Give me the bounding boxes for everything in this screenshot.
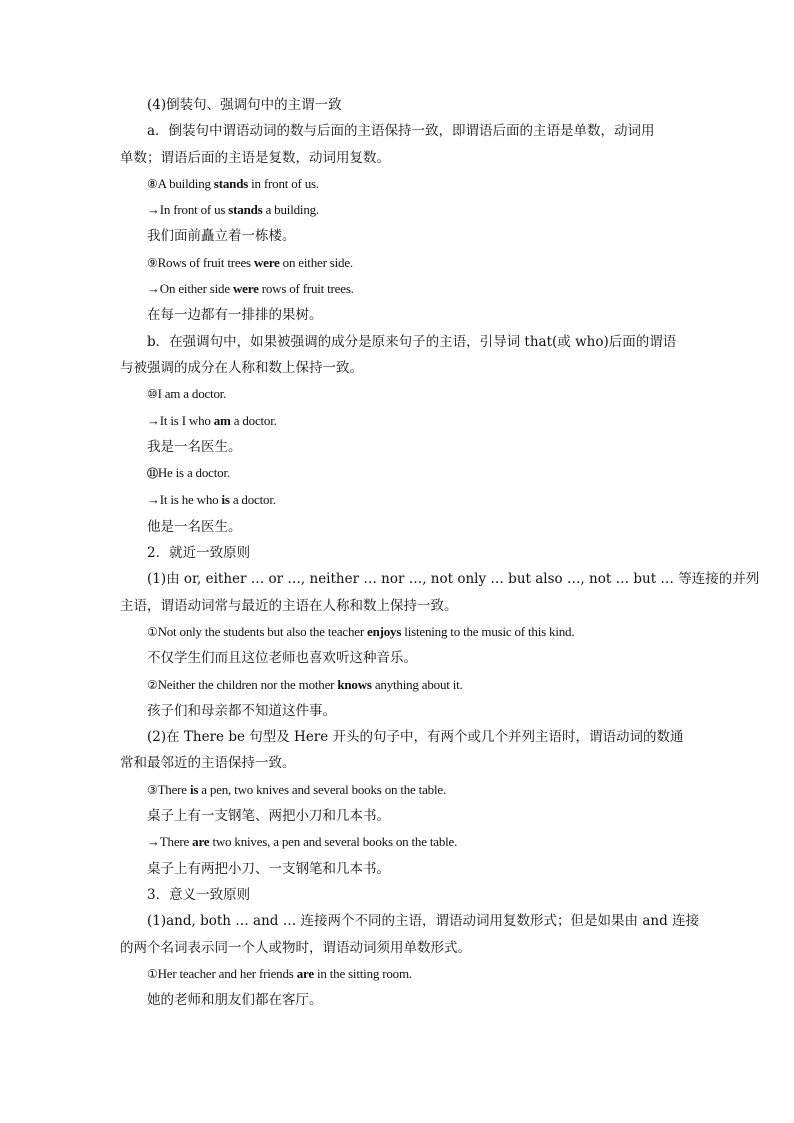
translation-line: 桌子上有两把小刀、一支钢笔和几本书。 bbox=[147, 860, 390, 877]
example-sentence: ②Neither the children nor the mother knows anything about it. bbox=[147, 676, 463, 692]
example-sentence: →It is I who am a doctor. bbox=[147, 412, 277, 428]
translation-line: 我是一名医生。 bbox=[147, 438, 242, 455]
translation-line: 我们面前矗立着一栋楼。 bbox=[147, 228, 296, 245]
paragraph-line: 单数；谓语后面的主语是复数，动词用复数。 bbox=[120, 149, 390, 166]
section-heading: (4)倒装句、强调句中的主谓一致 bbox=[147, 97, 342, 113]
example-sentence: →On either side were rows of fruit trees. bbox=[147, 281, 354, 297]
example-sentence: →It is he who is a doctor. bbox=[147, 492, 276, 508]
paragraph-line: 与被强调的成分在人称和数上保持一致。 bbox=[120, 359, 363, 376]
example-sentence: ⑩I am a doctor. bbox=[147, 386, 227, 402]
translation-line: 她的老师和朋友们都在客厅。 bbox=[147, 992, 323, 1009]
example-sentence: →There are two knives, a pen and several books on the table. bbox=[147, 834, 458, 850]
example-sentence: ⑪He is a doctor. bbox=[147, 465, 230, 481]
paragraph-line: 常和最邻近的主语保持一致。 bbox=[120, 755, 296, 772]
paragraph-line: 的两个名词表示同一个人或物时，谓语动词须用单数形式。 bbox=[120, 939, 471, 956]
example-sentence: ①Her teacher and her friends are in the sitting room. bbox=[147, 965, 412, 981]
paragraph-line: (2)在 There be 句型及 Here 开头的句子中，有两个或几个并列主语时，谓语动词的数通 bbox=[147, 729, 684, 746]
example-sentence: →In front of us stands a building. bbox=[147, 202, 319, 218]
translation-line: 在每一边都有一排排的果树。 bbox=[147, 307, 323, 324]
example-sentence: ③There is a pen, two knives and several books on the table. bbox=[147, 781, 446, 797]
paragraph-line: (1)and, both … and … 连接两个不同的主语，谓语动词用复数形式；但是如果由 and 连接 bbox=[147, 913, 699, 930]
translation-line: 他是一名医生。 bbox=[147, 518, 242, 535]
section-heading: 3．意义一致原则 bbox=[147, 886, 251, 903]
section-heading: 2．就近一致原则 bbox=[147, 545, 251, 562]
example-sentence: ①Not only the students but also the teacher enjoys listening to the music of this kind. bbox=[147, 623, 575, 639]
example-sentence: ⑧A building stands in front of us. bbox=[147, 175, 319, 191]
translation-line: 不仅学生们而且这位老师也喜欢听这种音乐。 bbox=[147, 650, 417, 667]
translation-line: 桌子上有一支钢笔、两把小刀和几本书。 bbox=[147, 808, 390, 825]
translation-line: 孩子们和母亲都不知道这件事。 bbox=[147, 702, 336, 719]
paragraph-line: 主语，谓语动词常与最近的主语在人称和数上保持一致。 bbox=[120, 597, 458, 614]
paragraph-line: a．倒装句中谓语动词的数与后面的主语保持一致，即谓语后面的主语是单数，动词用 bbox=[147, 123, 655, 140]
example-sentence: ⑨Rows of fruit trees were on either side. bbox=[147, 254, 353, 270]
paragraph-line: b．在强调句中，如果被强调的成分是原来句子的主语，引导词 that(或 who)后面的谓语 bbox=[147, 333, 677, 350]
paragraph-line: (1)由 or, either … or …, neither … nor …, not only … but also …, not … but … 等连接的并列 bbox=[147, 571, 760, 588]
